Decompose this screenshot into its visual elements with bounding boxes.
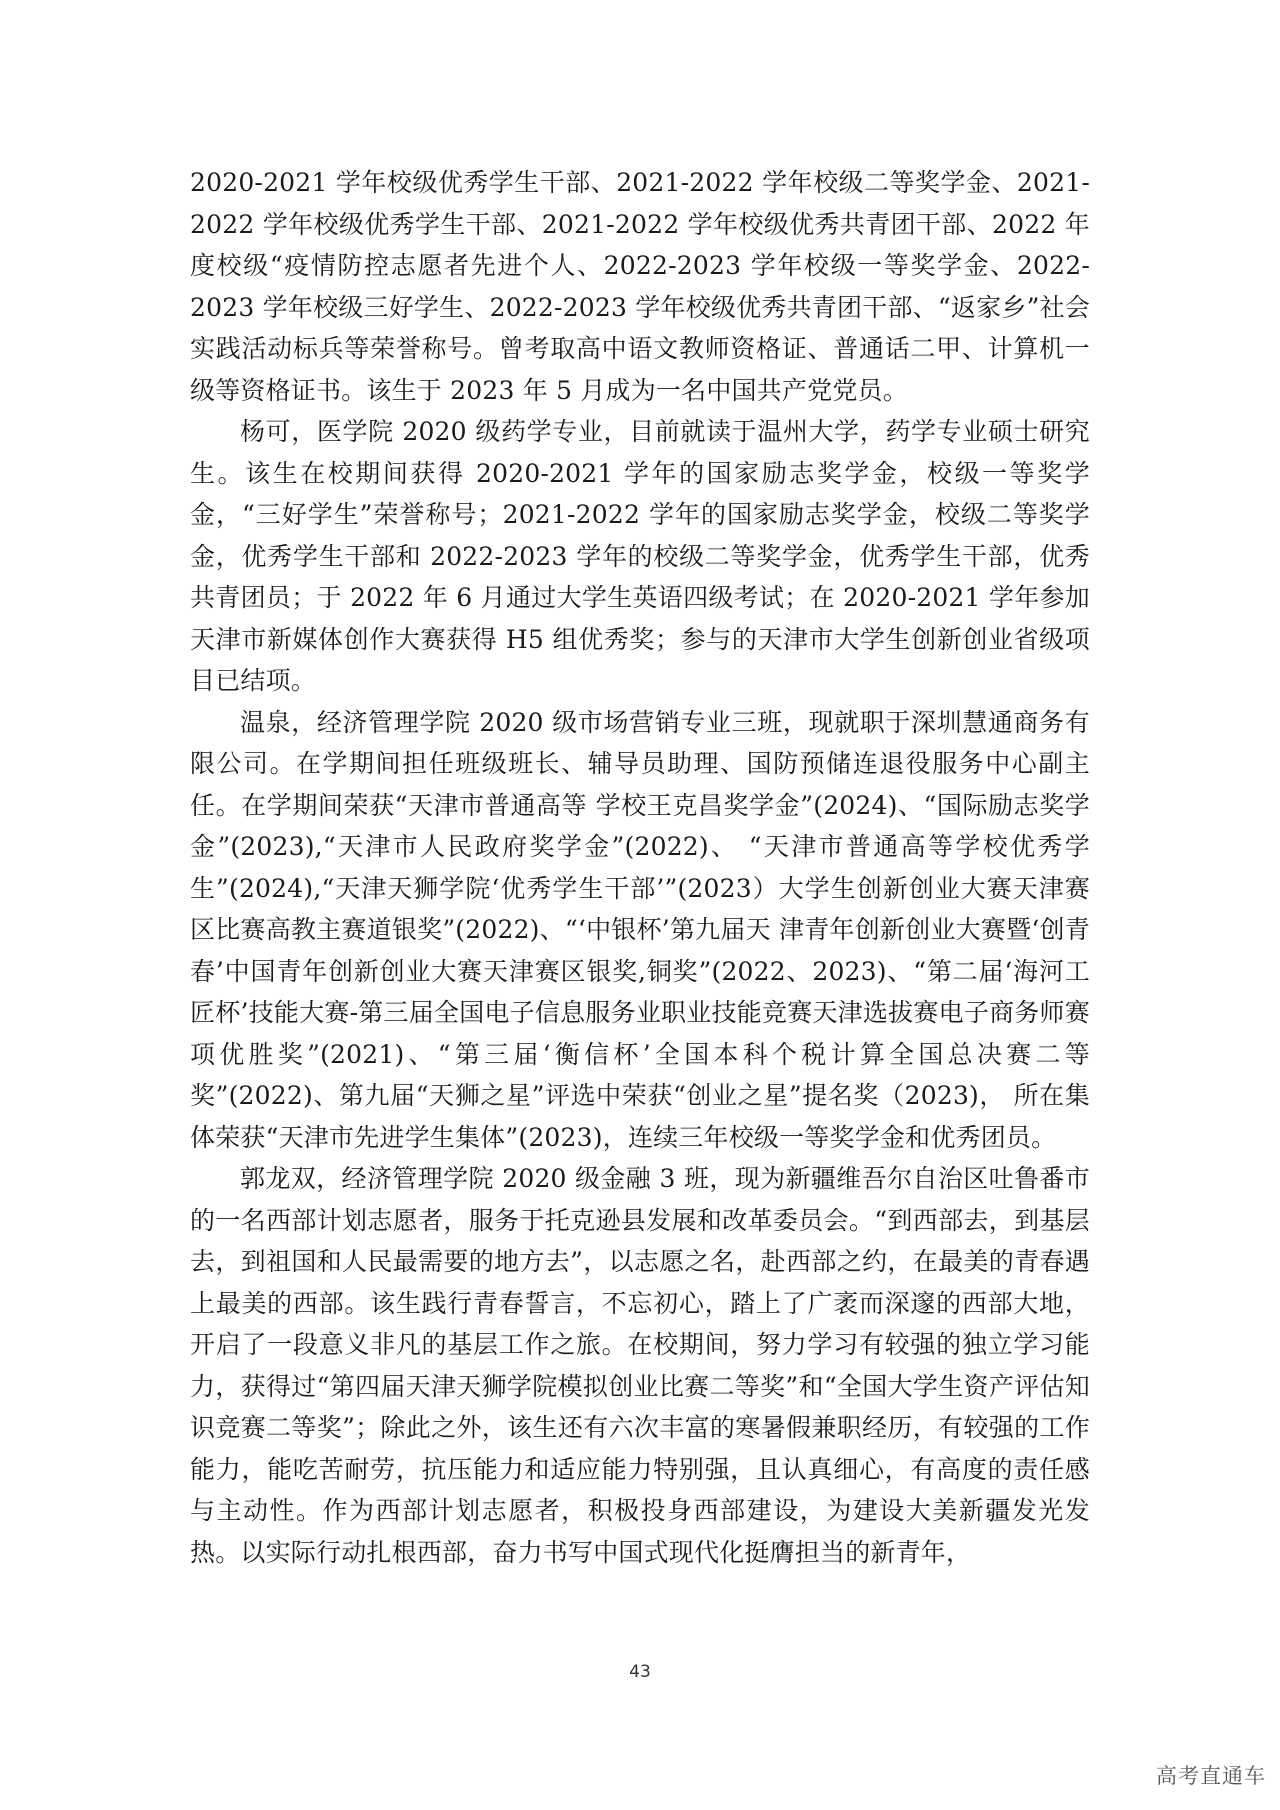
paragraph-wen-quan: 温泉，经济管理学院 2020 级市场营销专业三班，现就职于深圳慧通商务有限公司。在学期间担任班级班长、辅导员助理、国防预储连退役服务中心副主任。在学期间荣获“天津市普通高等 学校王克昌奖学金”(2024)、“国际励志奖学金”(2023),“天津市人民政府奖学金”(2022)、 “天津市普通高等学校优秀学生”(2024),“天津天狮学院‘优秀学生干部’”(2023）大学生创新创业大赛天津赛区比赛高教主赛道银奖”(2022)、“‘中银杯’第九届天 津青年创新创业大赛暨‘创青春’中国青年创新创业大赛天津赛区银奖,铜奖”(2022、2023)、“第二届‘海河工匠杯’技能大赛-第三届全国电子信息服务业职业技能竞赛天津选拔赛电子商务师赛项优胜奖”(2021)、“第三届‘衡信杯’全国本科个税计算全国总决赛二等奖”(2022)、第九届“天狮之星”评选中荣获“创业之星”提名奖（2023)， 所在集体荣获“天津市先进学生集体”(2023)，连续三年校级一等奖学金和优秀团员。 xyxy=(190,707,1090,1152)
page-number: 43 xyxy=(629,1662,651,1682)
watermark: 高考直通车 xyxy=(1156,1764,1266,1788)
paragraph-guo-longshuang: 郭龙双，经济管理学院 2020 级金融 3 班，现为新疆维吾尔自治区吐鲁番市的一名西部计划志愿者，服务于托克逊县发展和改革委员会。“到西部去，到基层去，到祖国和人民最需要的地方去”，以志愿之名，赴西部之约，在最美的青春遇上最美的西部。该生践行青春誓言，不忘初心，踏上了广袤而深邃的西部大地，开启了一段意义非凡的基层工作之旅。在校期间，努力学习有较强的独立学习能力，获得过“第四届天津天狮学院模拟创业比赛二等奖”和“全国大学生资产评估知识竞赛二等奖”；除此之外，该生还有六次丰富的寒暑假兼职经历，有较强的工作能力，能吃苦耐劳，抗压能力和适应能力特别强，且认真细心，有高度的责任感与主动性。作为西部计划志愿者，积极投身西部建设，为建设大美新疆发光发热。以实际行动扎根西部，奋力书写中国式现代化挺膺担当的新青年， xyxy=(190,1164,1090,1567)
paragraph-continued-honors: 2020-2021 学年校级优秀学生干部、2021-2022 学年校级二等奖学金、2021-2022 学年校级优秀学生干部、2021-2022 学年校级优秀共青团干部、2022 年度校级“疫情防控志愿者先进个人、2022-2023 学年校级一等奖学金、2022-2023 学年校级三好学生、2022-2023 学年校级优秀共青团干部、“返家乡”社会实践活动标兵等荣誉称号。曾考取高中语文教师资格证、普通话二甲、计算机一级等资格证书。该生于 2023 年 5 月成为一名中国共产党党员。 xyxy=(190,168,1090,405)
document-body xyxy=(190,162,1090,1573)
paragraph-yang-ke: 杨可，医学院 2020 级药学专业，目前就读于温州大学，药学专业硕士研究生。该生在校期间获得 2020-2021 学年的国家励志奖学金，校级一等奖学金，“三好学生”荣誉称号；2021-2022 学年的国家励志奖学金，校级二等奖学金，优秀学生干部和 2022-2023 学年的校级二等奖学金，优秀学生干部，优秀共青团员；于 2022 年 6 月通过大学生英语四级考试；在 2020-2021 学年参加天津市新媒体创作大赛获得 H5 组优秀奖；参与的天津市大学生创新创业省级项目已结项。 xyxy=(190,417,1090,695)
